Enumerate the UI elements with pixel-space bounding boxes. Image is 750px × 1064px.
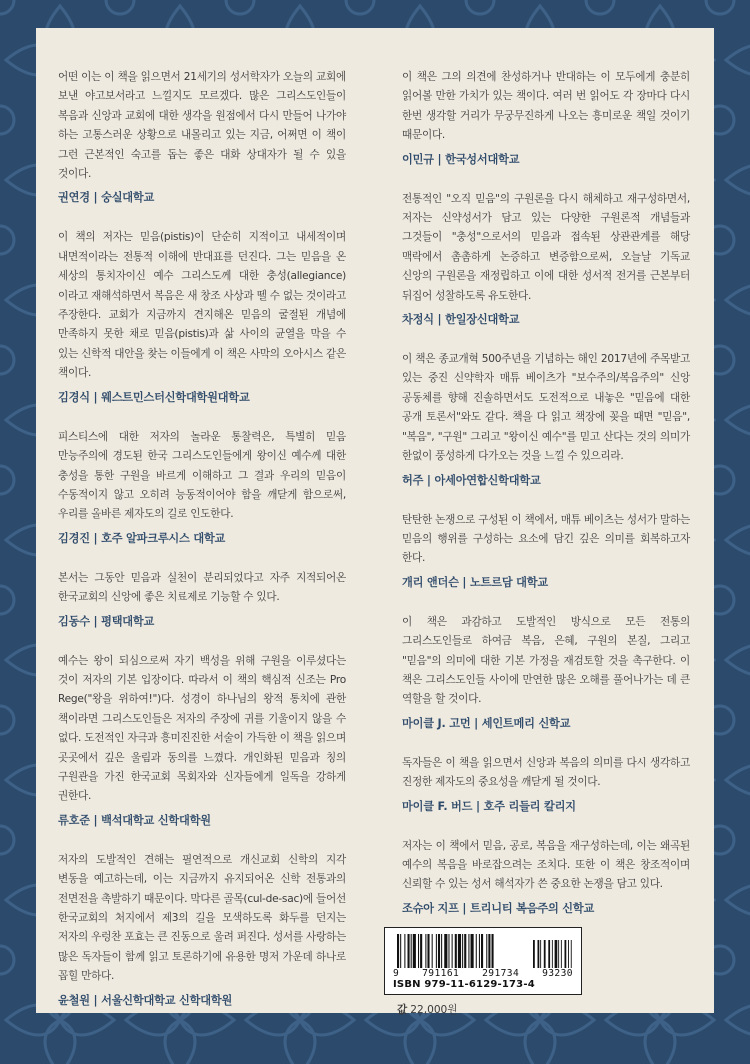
review-text: 예수는 왕이 되심으로써 자기 백성을 위해 구원을 이루셨다는 것이 저자의 기본 입장이다. 따라서 이 책의 핵심적 신조는 Pro Rege("왕을 위하여!")다. 성경이 하나님의 왕적 통치에 관한 책이라면 그리스도인들은 저자의 주장에 귀를 기울이지 않을 수 없다. 도전적인 자극과 흥미진진한 서술이 가득한 이 책을 읽으며 곳곳에서 깊은 울림과 동의를 느꼈다. 개인화된 믿음과 칭의 구원관을 가진 한국교회 목회자와 신자들에게 일독을 강하게 권한다. [58,654,346,803]
review-block [58,569,346,630]
review-author: 이민규 | 한국성서대학교 [402,152,520,166]
review-author: 권연경 | 숭실대학교 [58,191,155,205]
review-block [58,68,346,206]
review-text: 저자는 이 책에서 믿음, 공로, 복음을 재구성하는데, 이는 왜곡된 예수의 복음을 바로잡으려는 조치다. 또한 이 책은 창조적이며 신뢰할 수 있는 성서 해석자가 쓴 중요한 논쟁을 담고 있다. [402,839,690,891]
review-block [402,350,690,488]
barcode-bars [393,934,573,968]
barcode-digits [393,968,573,979]
review-block [402,68,690,168]
review-text: 이 책의 저자는 믿음(pistis)이 단순히 지적이고 내세적이며 내면적이라는 전통적 이해에 반대표를 던진다. 그는 믿음을 온 세상의 통치자이신 예수 그리스도께 대한 충성(allegiance)이라고 재해석하면서 복음은 새 창조 사상과 뗄 수 없는 것이라고 주장한다. 교회가 지금까지 견지해온 믿음의 굴절된 개념에 만족하지 못한 채로 믿음(pistis)과 삶 사이의 균열을 막을 수 있는 신학적 대안을 찾는 이들에게 이 책은 사막의 오아시스 같은 책이다. [58,231,346,380]
review-author: 차정식 | 한일장신대학교 [402,313,520,327]
review-text: 저자의 도발적인 견해는 필연적으로 개신교회 신학의 지각 변동을 예고하는데, 이는 지금까지 유지되어온 신학 전통과의 전면전을 촉발하기 때문이다. 막다른 골목(cul-de-sac)에 들어선 한국교회의 처지에서 제3의 길을 모색하도록 화두를 던지는 저자의 우렁찬 포효는 큰 진동으로 울려 퍼진다. 성서를 사랑하는 많은 독자들이 함께 읽고 토론하기에 유용한 명저 가운데 하나로 꼽힐 만하다. [58,853,346,983]
review-text: 전통적인 "오직 믿음"의 구원론을 다시 해체하고 재구성하면서, 저자는 신약성서가 담고 있는 다양한 구원론적 개념들과 그것들이 "충성"으로서의 믿음과 접속된 상관관계를 해당 맥락에서 촘촘하게 논증하고 변증함으로써, 오늘날 기독교 신앙의 구원론을 재정립하고 이에 대한 성서적 전거를 근본부터 뒤집어 성찰하도록 유도한다. [402,192,690,302]
review-text: 피스티스에 대한 저자의 놀라운 통찰력은, 특별히 믿음 만능주의에 경도된 한국 그리스도인들에게 왕이신 예수께 대한 충성을 통한 구원을 바르게 이해하고 그 결과 우리의 믿음이 수동적이지 않고 오히려 능동적이어야 함을 깨닫게 함으로써, 우리를 올바른 제자도의 길로 인도한다. [58,430,346,521]
review-block [402,613,690,732]
review-text: 어떤 이는 이 책을 읽으면서 21세기의 성서학자가 오늘의 교회에 보낸 야고보서라고 느낄지도 모르겠다. 많은 그리스도인들이 복음과 신앙과 교회에 대한 생각을 원점에서 다시 만들어 나가야 하는 고통스러운 상황으로 내몰리고 있는 지금, 어쩌면 이 책이 그런 근본적인 숙고를 돕는 좋은 대화 상대자가 될 수 있을 것이다. [58,71,346,181]
review-block [58,851,346,1009]
review-author: 개리 앤더슨 | 노트르담 대학교 [402,575,548,589]
review-author: 마이클 F. 버드 | 호주 리들리 칼리지 [402,799,576,813]
review-author: 윤철원 | 서울신학대학교 신학대학원 [58,993,233,1007]
barcode-digits-group-2: 291734 [482,968,520,979]
review-text: 이 책은 종교개혁 500주년을 기념하는 해인 2017년에 주목받고 있는 중진 신약학자 매튜 베이츠가 "보수주의/복음주의" 신앙 공동체를 향해 진솔하면서도 도전적으로 내놓은 "믿음에 대한 공개 토론서"와도 같다. 책을 다 읽고 책장에 꽂을 때면 "믿음", "복음", "구원" 그리고 "왕이신 예수"를 믿고 산다는 것의 의미가 한없이 풍성하게 다가오는 것을 느낄 수 있으리라. [402,353,690,463]
review-author: 김경식 | 웨스트민스터신학대학원대학교 [58,390,250,404]
review-block [402,754,690,815]
review-author: 김경진 | 호주 알파크루시스 대학교 [58,531,226,545]
barcode-digit-prefix: 9 [393,968,400,979]
review-author: 조슈아 지프 | 트리니티 복음주의 신학교 [402,901,595,915]
review-text: 이 책은 그의 의견에 찬성하거나 반대하는 이 모두에게 충분히 읽어볼 만한 가치가 있는 책이다. 여러 번 읽어도 각 장마다 다시 한번 생각할 거리가 무궁무진하게 나오는 흥미로운 책일 것이기 때문이다. [402,71,690,142]
review-block [402,190,690,328]
review-block [58,652,346,829]
review-block [402,511,690,591]
reviews-column-right [402,68,690,917]
price-label: 값 [397,1004,408,1016]
text-panel [36,28,714,1013]
review-block [58,228,346,405]
barcode-digits-group-1: 791161 [422,968,460,979]
price [397,1002,458,1017]
barcode-addon-digits: 93230 [542,968,573,979]
review-block [58,428,346,547]
review-text: 독자들은 이 책을 읽으면서 신앙과 복음의 의미를 다시 생각하고 진정한 제자도의 중요성을 깨닫게 될 것이다. [402,756,690,789]
review-author: 마이클 J. 고먼 | 세인트메리 신학교 [402,716,571,730]
review-author: 김동수 | 평택대학교 [58,614,155,628]
review-text: 이 책은 과감하고 도발적인 방식으로 모든 전통의 그리스도인들로 하여금 복음, 은혜, 구원의 본질, 그리고 "믿음"의 의미에 대한 기본 가정을 재검토할 것을 촉구한다. 이 책은 그리스도인들 사이에 만연한 많은 오해를 풀어나가는 데 큰 역할을 할 것이다. [402,615,690,706]
review-text: 본서는 그동안 믿음과 실천이 분리되었다고 자주 지적되어온 한국교회의 신앙에 좋은 치료제로 기능할 수 있다. [58,571,346,604]
barcode [384,927,582,995]
review-author: 허주 | 아세아연합신학대학교 [402,473,541,487]
review-author: 류호준 | 백석대학교 신학대학원 [58,813,211,827]
isbn-number: ISBN 979-11-6129-173-4 [393,979,535,990]
review-text: 탄탄한 논쟁으로 구성된 이 책에서, 매튜 베이츠는 성서가 말하는 믿음의 행위를 구성하는 요소에 담긴 깊은 의미를 회복하고자 한다. [402,513,690,565]
price-value: 22,000원 [410,1004,458,1016]
review-block [402,837,690,917]
reviews-column-left [58,68,346,1009]
